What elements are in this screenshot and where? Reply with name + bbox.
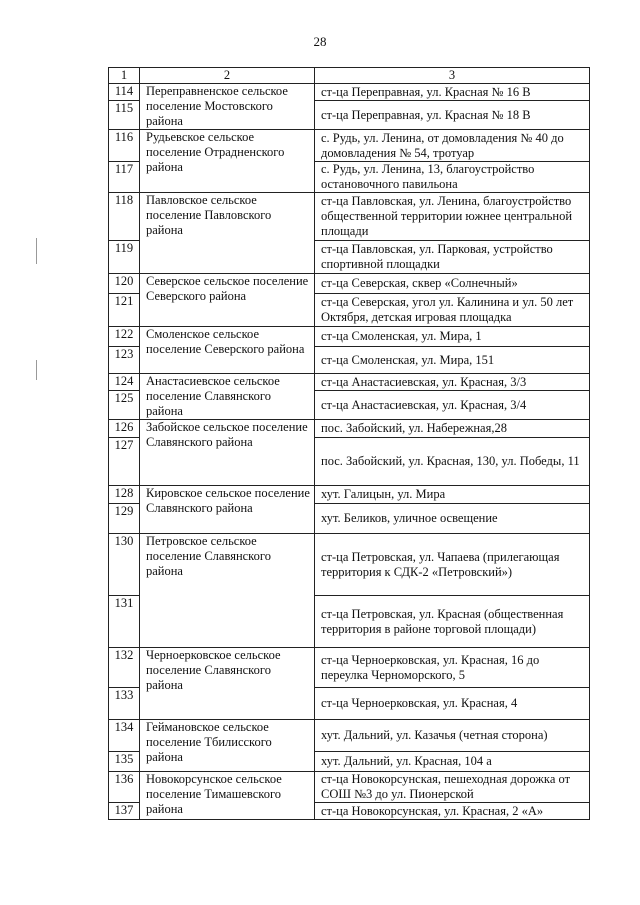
row-number: 119 — [109, 241, 140, 274]
settlement-name: Павловское сельское поселение Павловского района — [140, 193, 315, 274]
address-cell: хут. Дальний, ул. Казачья (четная сторона) — [315, 720, 590, 752]
settlement-name: Смоленское сельское поселение Северского района — [140, 327, 315, 374]
settlement-name: Переправненское сельское поселение Мостовского района — [140, 84, 315, 130]
row-number: 125 — [109, 391, 140, 420]
row-number: 137 — [109, 803, 140, 820]
row-number: 134 — [109, 720, 140, 752]
address-cell: ст-ца Павловская, ул. Ленина, благоустройство общественной территории южнее центральной площади — [315, 193, 590, 241]
margin-mark — [36, 360, 37, 380]
address-cell: ст-ца Переправная, ул. Красная № 16 В — [315, 84, 590, 101]
table-row — [109, 648, 590, 688]
address-cell: ст-ца Смоленская, ул. Мира, 1 — [315, 327, 590, 347]
settlement-name: Кировское сельское поселение Славянского района — [140, 486, 315, 534]
column-header: 3 — [315, 68, 590, 84]
row-number: 133 — [109, 688, 140, 720]
address-cell: ст-ца Северская, угол ул. Калинина и ул. 50 лет Октября, детская игровая площадка — [315, 294, 590, 327]
settlement-name: Северское сельское поселение Северского района — [140, 274, 315, 327]
row-number: 136 — [109, 772, 140, 803]
row-number: 121 — [109, 294, 140, 327]
row-number: 130 — [109, 534, 140, 596]
row-number: 129 — [109, 504, 140, 534]
table-row — [109, 534, 590, 596]
address-cell: пос. Забойский, ул. Красная, 130, ул. Победы, 11 — [315, 438, 590, 486]
row-number: 118 — [109, 193, 140, 241]
table-row — [109, 193, 590, 241]
settlement-name: Рудьевское сельское поселение Отрадненского района — [140, 130, 315, 193]
row-number: 135 — [109, 752, 140, 772]
column-header: 1 — [109, 68, 140, 84]
table-row — [109, 420, 590, 438]
address-cell: ст-ца Черноерковская, ул. Красная, 16 до переулка Черноморского, 5 — [315, 648, 590, 688]
settlements-table — [108, 67, 590, 820]
table-row — [109, 772, 590, 803]
row-number: 123 — [109, 347, 140, 374]
table-body — [109, 68, 590, 820]
row-number: 117 — [109, 162, 140, 193]
margin-mark — [36, 238, 37, 264]
address-cell: ст-ца Павловская, ул. Парковая, устройство спортивной площадки — [315, 241, 590, 274]
row-number: 115 — [109, 101, 140, 130]
settlement-name: Черноерковское сельское поселение Славянского района — [140, 648, 315, 720]
settlement-name: Геймановское сельское поселение Тбилисского района — [140, 720, 315, 772]
address-cell: ст-ца Анастасиевская, ул. Красная, 3/4 — [315, 391, 590, 420]
table-row — [109, 84, 590, 101]
page-number: 28 — [313, 34, 327, 49]
row-number: 128 — [109, 486, 140, 504]
row-number: 122 — [109, 327, 140, 347]
address-cell: ст-ца Северская, сквер «Солнечный» — [315, 274, 590, 294]
address-cell: хут. Галицын, ул. Мира — [315, 486, 590, 504]
settlement-name: Анастасиевское сельское поселение Славянского района — [140, 374, 315, 420]
row-number: 132 — [109, 648, 140, 688]
address-cell: ст-ца Черноерковская, ул. Красная, 4 — [315, 688, 590, 720]
row-number: 124 — [109, 374, 140, 391]
address-cell: ст-ца Смоленская, ул. Мира, 151 — [315, 347, 590, 374]
table-row — [109, 274, 590, 294]
address-cell: с. Рудь, ул. Ленина, от домовладения № 40 до домовладения № 54, тротуар — [315, 130, 590, 162]
address-cell: ст-ца Анастасиевская, ул. Красная, 3/3 — [315, 374, 590, 391]
row-number: 131 — [109, 596, 140, 648]
address-cell: ст-ца Новокорсунская, ул. Красная, 2 «А» — [315, 803, 590, 820]
row-number: 116 — [109, 130, 140, 162]
address-cell: ст-ца Переправная, ул. Красная № 18 В — [315, 101, 590, 130]
row-number: 114 — [109, 84, 140, 101]
row-number: 120 — [109, 274, 140, 294]
row-number: 126 — [109, 420, 140, 438]
table-header-row — [109, 68, 590, 84]
address-cell: с. Рудь, ул. Ленина, 13, благоустройство остановочного павильона — [315, 162, 590, 193]
table-row — [109, 327, 590, 347]
table-row — [109, 486, 590, 504]
settlement-name: Забойское сельское поселение Славянского района — [140, 420, 315, 486]
address-cell: пос. Забойский, ул. Набережная,28 — [315, 420, 590, 438]
address-cell: ст-ца Петровская, ул. Красная (общественная территория в районе торговой площади) — [315, 596, 590, 648]
address-cell: хут. Дальний, ул. Красная, 104 а — [315, 752, 590, 772]
settlement-name: Новокорсунское сельское поселение Тимашевского района — [140, 772, 315, 820]
table-row — [109, 374, 590, 391]
address-cell: хут. Беликов, уличное освещение — [315, 504, 590, 534]
settlement-name: Петровское сельское поселение Славянского района — [140, 534, 315, 648]
address-cell: ст-ца Петровская, ул. Чапаева (прилегающая территория к СДК-2 «Петровский») — [315, 534, 590, 596]
table-row — [109, 130, 590, 162]
table-row — [109, 720, 590, 752]
column-header: 2 — [140, 68, 315, 84]
address-cell: ст-ца Новокорсунская, пешеходная дорожка от СОШ №3 до ул. Пионерской — [315, 772, 590, 803]
row-number: 127 — [109, 438, 140, 486]
